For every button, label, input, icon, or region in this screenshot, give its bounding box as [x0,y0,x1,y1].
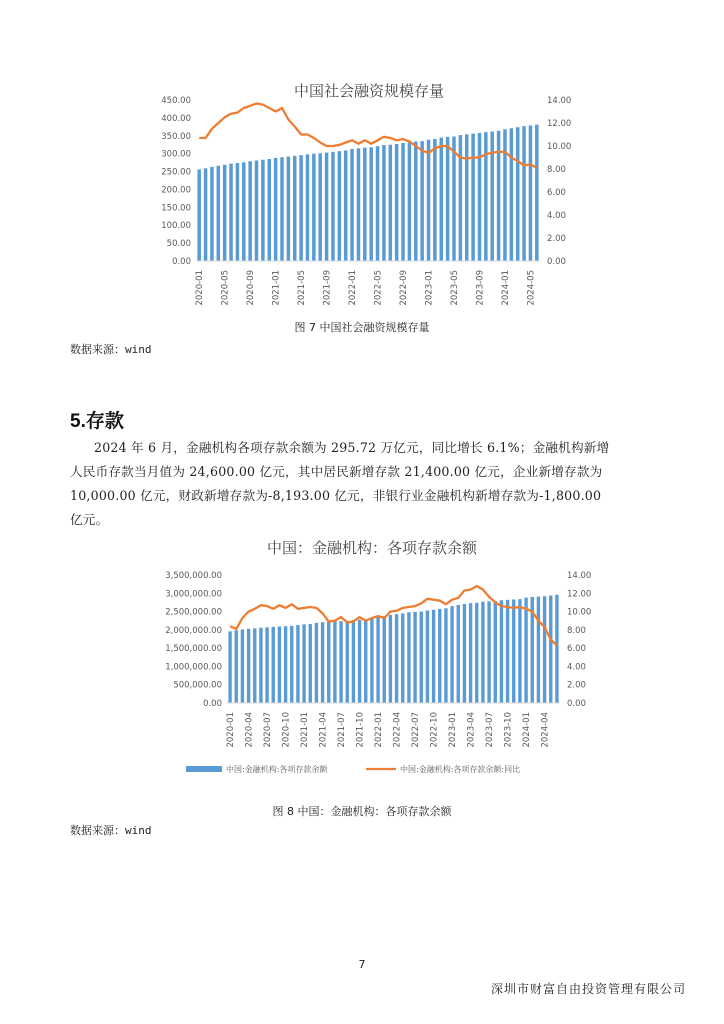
section-heading: 5.存款 [70,411,124,432]
x-tick-label: 2024-01 [522,712,533,748]
bar [444,608,447,703]
paragraph-line-3: 10,000.00 亿元，财政新增存款为-8,193.00 亿元，非银行业金融机构新增存款为-1,800.00 [70,488,602,503]
bar [475,603,478,703]
y-tick-label: 0.00 [203,699,222,709]
bar [306,154,310,261]
bar [331,152,335,261]
bar [364,619,367,703]
chart-1-caption: 图 7 中国社会融资规模存量 [294,321,430,334]
bar [248,161,252,261]
y-tick-label: 1,500,000.00 [165,644,222,655]
bar [484,132,488,261]
bar [280,157,284,261]
bar [395,144,399,261]
x-tick-label: 2023-05 [450,270,460,306]
bar [357,148,361,261]
bar [312,154,316,261]
bar [490,131,494,261]
bar [537,597,540,703]
bar [242,162,246,261]
y2-tick-label: 8.00 [547,165,566,175]
y-tick-label: 100.00 [161,221,191,232]
x-tick-label: 2021-04 [318,712,329,748]
bar [395,614,398,703]
y-tick-label: 150.00 [161,203,191,214]
bar [241,629,244,703]
x-tick-label: 2023-01 [448,712,459,748]
bar [407,612,410,703]
bar [236,163,240,261]
bar [452,136,456,261]
bar [247,629,250,703]
y2-tick-label: 4.00 [567,662,586,673]
y2-tick-label: 2.00 [547,234,566,244]
bar [302,624,305,703]
x-tick-label: 2022-01 [348,270,359,306]
x-tick-label: 2023-04 [466,712,477,748]
y-tick-label: 400.00 [161,113,191,124]
paragraph-line-1: 2024 年 6 月，金融机构各项存款余额为 295.72 万亿元，同比增长 6.1%；金融机构新增 [94,440,610,455]
x-tick-label: 2021-07 [337,712,348,748]
bar [427,140,431,261]
x-tick-label: 2022-10 [429,712,440,748]
bar [376,146,380,261]
bar [287,157,291,261]
chart-2-caption: 图 8 中国：金融机构：各项存款余额 [272,805,452,818]
bar [408,142,412,261]
bar [510,128,514,261]
bar [522,126,526,261]
bar [223,165,227,261]
bar [497,131,501,261]
bar [284,626,287,703]
y-tick-label: 2,500,000.00 [165,607,222,618]
bar [440,138,444,261]
y2-tick-label: 4.00 [547,211,566,221]
data-source-1: 数据来源：wind [70,343,152,356]
body-paragraph [70,436,660,532]
bar [469,603,472,703]
bar [438,609,441,703]
x-tick-label: 2021-10 [355,712,366,748]
bar [229,164,233,261]
y-tick-label: 3,000,000.00 [165,589,222,600]
bar [543,596,546,703]
bar [432,610,435,703]
x-tick-label: 2021-01 [300,712,311,748]
bar [401,143,405,261]
x-tick-label: 2021-09 [322,270,333,306]
x-tick-label: 2021-05 [297,270,308,306]
legend-bar-swatch [186,766,222,772]
x-tick-label: 2020-04 [244,712,255,748]
bar [401,613,404,703]
company-footer: 深圳市财富自由投资管理有限公司 [490,982,686,996]
y-tick-label: 1,000,000.00 [165,662,222,673]
bar [346,621,349,703]
y-tick-label: 500,000.00 [173,680,222,691]
bar [518,599,521,703]
bar [272,627,275,703]
bar [293,156,297,261]
bar [535,125,539,261]
bar [363,148,367,261]
legend-label-yoy: 中国:金融机构:各项存款余额:同比 [400,765,521,774]
y2-tick-label: 8.00 [567,625,586,636]
x-tick-label: 2024-04 [540,712,551,748]
bar [344,150,348,261]
bar [217,166,221,261]
bar [413,612,416,703]
x-tick-label: 2020-01 [226,712,237,748]
bar [369,147,373,261]
x-tick-label: 2021-01 [271,270,282,306]
bar [327,622,330,703]
chart-2 [140,535,600,790]
y2-tick-label: 12.00 [567,589,592,600]
y-tick-label: 2,000,000.00 [165,625,222,636]
bar [204,168,208,261]
bar [253,628,256,703]
x-tick-label: 2020-05 [220,270,231,306]
bar [446,137,450,261]
bar [555,595,558,703]
bar [309,624,312,703]
bar [503,129,507,261]
bar [299,155,303,261]
legend-label-balance: 中国:金融机构:各项存款余额 [226,765,328,774]
x-tick-label: 2020-01 [195,270,206,306]
y2-tick-label: 6.00 [567,644,586,655]
x-tick-label: 2024-05 [526,270,537,306]
bar [228,631,231,703]
y-tick-label: 50.00 [166,239,191,250]
bar [465,134,469,261]
bar [389,615,392,703]
bar [471,134,475,261]
bar [420,612,423,703]
chart-1-title: 中国社会融资规模存量 [293,82,445,100]
bar [358,620,361,703]
y-tick-label: 3,500,000.00 [165,571,222,581]
y2-tick-label: 2.00 [567,680,586,691]
bar [318,153,322,261]
bar [487,601,490,703]
bar [274,158,278,261]
paragraph-line-4: 亿元。 [70,512,109,527]
bar [500,600,503,703]
data-source-2: 数据来源：wind [70,824,152,837]
y2-tick-label: 6.00 [547,188,566,198]
bar [382,145,386,261]
bar [290,626,293,703]
bar [516,127,520,261]
y2-tick-label: 10.00 [567,607,592,618]
page-number: 7 [358,958,366,971]
y2-tick-label: 14.00 [547,96,572,106]
y-tick-label: 0.00 [172,257,191,267]
bar [433,139,437,261]
bar [450,606,453,703]
bar [321,622,324,703]
bar [261,160,265,261]
bar [481,602,484,703]
chart-1 [140,78,600,318]
x-tick-label: 2023-10 [503,712,514,748]
x-tick-label: 2020-07 [263,712,274,748]
bar [549,595,552,703]
bar [389,145,393,261]
y-tick-label: 300.00 [161,149,191,160]
bar [235,630,238,703]
bar [265,627,268,703]
x-tick-label: 2024-01 [500,270,511,306]
bar [506,600,509,703]
bar [370,619,373,703]
bar [478,133,482,261]
y-tick-label: 250.00 [161,167,191,178]
chart-2-svg [140,535,600,790]
x-tick-label: 2022-01 [374,712,385,748]
x-tick-label: 2020-10 [281,712,292,748]
x-tick-label: 2022-04 [392,712,403,748]
bar [259,628,262,703]
bar [529,125,533,261]
bar [459,135,463,261]
bar [524,598,527,703]
bar [457,605,460,703]
bar [255,160,259,261]
bar [268,159,272,261]
y2-tick-label: 10.00 [547,142,572,152]
bar [333,621,336,703]
chart-1-svg [140,78,600,318]
x-tick-label: 2023-09 [475,270,486,306]
bar [420,141,424,261]
bar [376,617,379,703]
x-tick-label: 2022-05 [373,270,384,306]
bar [494,601,497,703]
y-tick-label: 350.00 [161,131,191,142]
bar [350,149,354,261]
y2-tick-label: 0.00 [567,699,586,709]
x-tick-label: 2022-09 [399,270,410,306]
y2-tick-label: 14.00 [567,571,592,581]
y-tick-label: 200.00 [161,185,191,196]
x-tick-label: 2023-07 [485,712,496,748]
bar [339,621,342,703]
bar [296,625,299,703]
bar [197,169,201,261]
x-tick-label: 2020-09 [246,270,257,306]
y2-tick-label: 12.00 [547,119,572,129]
x-tick-label: 2022-07 [411,712,422,748]
paragraph-line-2: 人民币存款当月值为 24,600.00 亿元，其中居民新增存款 21,400.00 亿元，企业新增存款为 [70,464,603,479]
bar [210,167,214,261]
bar [338,151,342,261]
bar [383,616,386,703]
bar [325,153,329,261]
bar [315,623,318,703]
bar [512,600,515,703]
y2-tick-label: 0.00 [547,257,566,267]
bar [426,610,429,703]
bar [278,627,281,703]
y-tick-label: 450.00 [161,96,191,106]
chart-2-title: 中国：金融机构：各项存款余额 [266,539,478,557]
bar [352,620,355,703]
bar [463,604,466,703]
x-tick-label: 2023-01 [424,270,435,306]
bar [414,142,418,261]
